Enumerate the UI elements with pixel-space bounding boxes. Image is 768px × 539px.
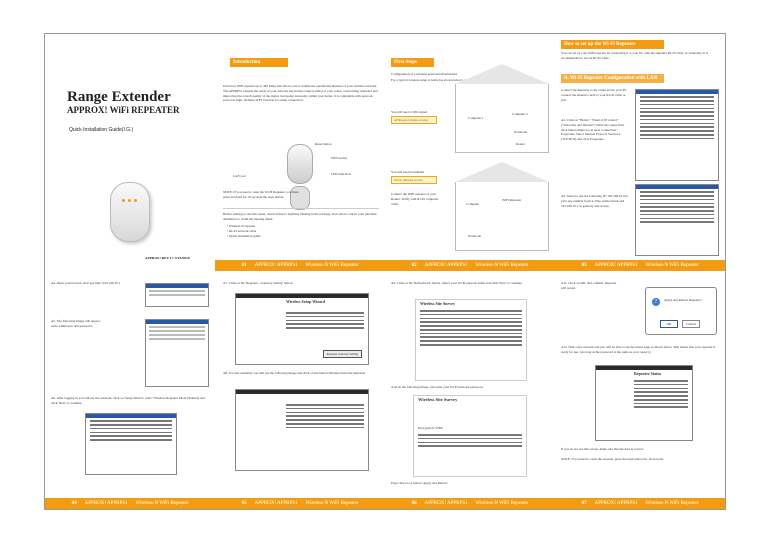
section-heading: Introduction (230, 58, 288, 67)
page-number: 02 (411, 263, 417, 268)
house-diagram (455, 182, 549, 251)
package-item: • RJ-45 network cable (227, 229, 257, 233)
device-diagram (233, 142, 352, 212)
screenshot-password (413, 395, 527, 477)
footer-brand: APPROX! APPRPS1 (424, 501, 468, 506)
footer-product: Wireless-N WiFi Repeater (135, 501, 189, 506)
step-text: A11. Click on 'OK' and confirm. Repeater will restart. (561, 281, 617, 290)
step-text: A7. Click on the 'Repeater - Gateway Setting' button (223, 281, 293, 285)
wizard-title: Wireless Setup Wizard (286, 299, 326, 304)
cover-title: Range Extender (67, 89, 171, 105)
diagram-label: LED indicators (331, 172, 352, 176)
page-footer (215, 498, 385, 509)
step-text: A10. In the following image, just enter your Wi-Fi network password. (391, 385, 484, 389)
a7-panel (215, 271, 386, 509)
a4-panel (45, 271, 216, 509)
status-title: Repeater Status (634, 371, 662, 376)
screenshot-wizard (85, 413, 177, 475)
step-text: A9. Click on the 'Refresh List' button. Select your Wi-Fi network name and click 'Next' to continue. (391, 281, 523, 285)
footer-product: Wireless-N WiFi Repeater (475, 263, 529, 268)
site-survey-title: Wireless Site Survey (420, 301, 455, 306)
footer-brand: APPROX! APPRPS1 (594, 263, 638, 268)
step-text: A4. Open your browser and type http://192.168.10.1 (51, 281, 121, 285)
screenshot-browser (145, 283, 209, 307)
footer-brand: APPROX! APPRPS1 (254, 501, 298, 506)
encryption-label: Encryption: WPA (418, 426, 443, 430)
package-item-label: Quick installation guide (228, 234, 261, 238)
page-number: 01 (241, 263, 247, 268)
footer-product: Wireless-N WiFi Repeater (475, 501, 529, 506)
screenshot-login (145, 319, 209, 387)
footer-product: Wireless-N WiFi Repeater (645, 501, 699, 506)
diagram-label: Reset button (315, 142, 332, 146)
a9-panel (385, 271, 556, 509)
screenshot-site-survey (415, 299, 527, 381)
page-footer (385, 260, 555, 271)
device-label: Notebook (514, 130, 528, 134)
footer-brand: APPROX! APPRPS1 (84, 501, 128, 506)
cancel-button[interactable]: Cancel (682, 320, 700, 328)
setup-step: A3. Select to use the following IP: 192.168.10.xxx (xxx any number from 2-254), subnet mask and 192.168.10.1 as gateway and accept. (561, 194, 628, 208)
first-steps-panel (385, 34, 556, 272)
page-number: 04 (71, 501, 77, 506)
cover-panel (45, 34, 216, 272)
a11-panel (555, 271, 725, 509)
connect-instructions: Connect the WiFi repeater of your Router. Verify with RJ-45 computer cable. (391, 192, 439, 206)
step-text: A12. Wait a few seconds and you will be able to see the status page as shown below. This means that your repeater is ready for use. (As long as the password is the same as your router's) (561, 345, 716, 354)
package-item: • Quick installation guide (227, 234, 261, 238)
step-text: NOTE: If you need to reset the repeater, press the reset button for 10 seconds. (561, 457, 664, 461)
device-label: Notebook (468, 234, 482, 238)
password-title: Wireless Site Survey (418, 397, 458, 402)
first-steps-intro: Configuration of a wireless network infrastructure (391, 72, 458, 76)
step-text: Page click on of button 'Apply and Reboot' (391, 481, 448, 485)
footer-product: Wireless-N WiFi Repeater (645, 263, 699, 268)
house-diagram (455, 84, 549, 153)
screenshot-network-selection (235, 389, 369, 471)
setup-step: A2. Click on "Home", "Panel of IP control" ("Networks and Internet") Network connections click button Right Local Area Connection" Properties, Select Internet Protocol Version 4 (TCP/IPv4) and click Properties. (561, 118, 625, 142)
package-item-label: RJ-45 network cable (228, 229, 257, 233)
device-label: Computer 1 (468, 116, 484, 120)
screenshot-network-panel (635, 89, 719, 181)
reset-note: NOTE: If you need to reset the Wi-Fi Repeater, you must press and hold for 10 seconds the reset button. (223, 190, 299, 199)
setup-panel (555, 34, 725, 272)
page-number: 03 (581, 263, 587, 268)
device-image (287, 144, 313, 184)
requirement-tag: Router (Internet access) (391, 176, 437, 184)
step-text: A6. After logging in you will see the assistant, click on 'Setup Wizard', select 'Wireless Repeater Mode (Station)' and click 'Next' to continue. (51, 396, 205, 405)
page-number: 05 (241, 501, 247, 506)
step-text: A8. It is this assembly you will see the following image and click on the button Wireless Network Selection (223, 371, 366, 375)
model-label: APPROX! REV.1.1 XTAN020 (145, 256, 190, 260)
setup-intro: You can set up your WiFi repeater by connecting it to your PC with the supplied RJ-45 cable, or wirelessly. It is recommended to use an RJ-45 cable. (561, 51, 709, 60)
footer-product: Wireless-N WiFi Repeater (305, 501, 359, 506)
subsection-heading: A. Wi-Fi Repeater Configuration with LAN (561, 74, 664, 83)
led-indicator (122, 199, 125, 202)
led-indicator (134, 199, 137, 202)
page-number: 07 (581, 501, 587, 506)
footer-product: Wireless-N WiFi Repeater (305, 263, 359, 268)
section-heading: How to set up the Wi-Fi Repeater (561, 40, 664, 49)
ok-button[interactable]: OK (660, 320, 678, 328)
page-number: 06 (411, 501, 417, 506)
device-label: WiFi Repeater (502, 198, 522, 202)
cover-subtitle: APPROX! WiFi REPEATER (67, 105, 180, 115)
section-heading: First Steps (391, 58, 434, 67)
intro-body: Universal WiFi repeater up to 300 Mbps that allows you to double the operational distance of your wireless network. The APPRPS1 extends the reach of your network beyond the range (radius) of your router, overcoming obstacles and improving the overall quality of the signal, increasing autonomy within your home. It is compatible with network protocols high. Includes WPS function for easier connection. (223, 84, 378, 103)
device-image (110, 182, 150, 242)
info-icon: ? (652, 298, 660, 306)
footer-brand: APPROX! APPRPS1 (594, 501, 638, 506)
footer-brand: APPROX! APPRPS1 (424, 263, 468, 268)
page-footer (555, 498, 725, 509)
screenshot-ip-settings (635, 184, 719, 256)
repeater-gateway-button[interactable]: Repeater Gateway Setting (323, 350, 362, 358)
dialog-apply-reboot (645, 287, 717, 335)
device-label: Computer (466, 202, 480, 206)
package-intro: Before starting to use this router, check if there's anything missing in the package, and contact contact your purchase distributor to claim the missing items: (223, 212, 377, 221)
footer-brand: APPROX! APPRPS1 (254, 263, 298, 268)
diagram-label: LAN port (233, 174, 246, 178)
setup-step: Connect the Repeater to the outlet and in your PC, connect the ethernet cable to your RJ-45 cable or port. (561, 88, 628, 102)
page-footer (385, 498, 555, 509)
screenshot-status (595, 365, 693, 441)
manual-sheet (44, 33, 726, 510)
step-text: If you do not see this screen, make sure that the data is correct. (561, 447, 644, 451)
device-label: Router (516, 142, 525, 146)
requirement-tag: AP/Router (wireless access) (391, 116, 437, 124)
page-footer (555, 260, 725, 271)
intro-panel (215, 34, 386, 272)
diagram-label: WPS button (331, 156, 348, 160)
package-item-label: Wireless-N repeater (228, 224, 256, 228)
page-footer (215, 260, 385, 271)
cover-guide: Quick Installation Guide(I.G.) (69, 127, 134, 133)
device-label: Computer 2 (512, 112, 528, 116)
first-steps-sub: For a typical wireless setup at home (as shown below), do the following: (391, 78, 487, 82)
dialog-message: Apply and Reboot Repeater? (664, 298, 703, 302)
step-text: A5. The following image will appear, write admin user and password. (51, 319, 101, 328)
screenshot-repeater-setup (235, 293, 369, 365)
tag-label: You will need a Wifi signal (391, 110, 428, 114)
package-item: • Wireless-N repeater (227, 224, 256, 228)
tag-label: You will need broadband (391, 170, 425, 174)
led-indicator (128, 199, 131, 202)
page-footer (45, 498, 215, 509)
